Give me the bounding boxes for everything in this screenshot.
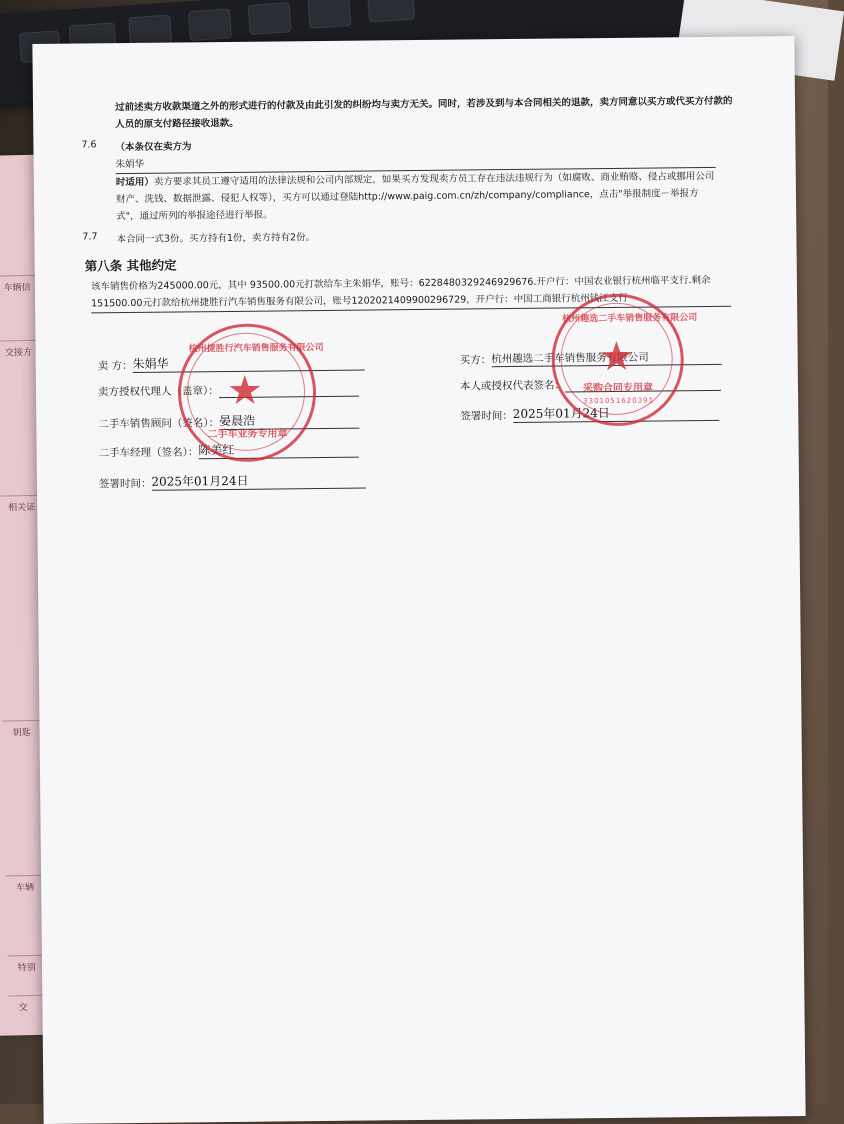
seal-company-text: 杭州趣选二手车销售服务有限公司: [562, 313, 698, 325]
pink-cell: 交接方: [0, 339, 65, 358]
buyer-company-seal: [551, 293, 698, 426]
intro-paragraph: 过前述卖方收款渠道之外的形式进行的付款及由此引发的纠纷均与卖方无关。同时，若涉及到与本合同相关的退款，卖方同意以买方或代买方付款的人员的原支付路径接收退款。: [114, 95, 733, 131]
keyboard-key: [307, 0, 351, 29]
pink-cell: 车辆信: [0, 274, 64, 293]
seal-star-icon: ★: [226, 367, 264, 414]
buyer-date-value: 2025年01月24日: [512, 405, 610, 422]
pink-cell: 钥匙: [3, 719, 73, 738]
manager-label: 二手车经理（签名）：: [98, 446, 199, 460]
seal-bottom-text: 采购合同专用章: [582, 382, 654, 395]
seller-date-label: 签署时间：: [98, 477, 152, 491]
seller-agent-label: 卖方授权代理人（盖章）：: [97, 385, 219, 399]
clause-heading-end: 时适用）: [115, 176, 154, 189]
seller-label: 卖 方：: [97, 359, 133, 373]
seal-bottom-text: 二手车业务专用章: [207, 428, 288, 441]
clause-number: 7.7: [82, 231, 98, 243]
keyboard-key: [248, 2, 292, 35]
buyer-value: 杭州趣选二手车销售服务有限公司: [491, 351, 649, 366]
seal-company-text: 杭州捷胜行汽车销售服务有限公司: [188, 342, 324, 355]
keyboard-key: [367, 0, 415, 23]
clause-7-6-text: 卖方要求其员工遵守适用的法律法规和公司内部规定，如果买方发现卖方员工存在违法违规行为（如腐败、商业贿赂、侵占或挪用公司财产、洗钱、数据泄露、侵犯人权等），买方可以通过登陆http://www.paig.com.cn/zh/company/compliance，点击"举报制度－举报方式"，通过所列的举报途径进行举报。: [115, 170, 715, 223]
filled-seller-name: 朱娟华: [116, 150, 716, 174]
pink-cell: 车辆: [6, 874, 76, 893]
section-8-title: 第八条 其他约定: [84, 257, 177, 274]
buyer-rep-label: 本人或授权代表签名：: [459, 379, 566, 393]
advisor-label: 二手车销售顾问（签名）：: [98, 417, 220, 431]
buyer-date-label: 签署时间：: [460, 410, 513, 423]
pink-cell: 相关证: [0, 494, 68, 513]
seller-value: 朱娟华: [132, 356, 169, 371]
seal-number: 3301051620391: [583, 396, 655, 406]
contract-page: [32, 36, 805, 1124]
clause-number: 7.6: [81, 139, 97, 151]
pink-cell: 特别: [8, 954, 78, 973]
seal-star-icon: ★: [598, 333, 635, 381]
section-8-text: 该车销售价格为245000.00元，其中 93500.00元打款给车主朱娟华，账号：6228480329246929676.开户行：中国农业银行杭州临平支行.剩余 151500.00元打款给杭州捷胜行汽车销售服务有限公司，账号1202021409900296729，开户行：中国工商银行杭州钱江支行: [91, 272, 731, 314]
clause-7-6-body: [116, 168, 721, 225]
advisor-signature: 晏晨浩: [219, 413, 256, 429]
contract-body: [81, 93, 741, 314]
clause-heading: （本条仅在卖方为: [115, 141, 192, 154]
seller-date-value: 2025年01月24日: [151, 473, 249, 489]
manager-signature: 陈美红: [198, 442, 235, 458]
keyboard-key: [188, 8, 232, 41]
buyer-label: 买方：: [459, 354, 492, 367]
clause-7-6: [81, 133, 740, 226]
pink-cell: 交: [8, 994, 78, 1013]
seller-date-row: [99, 471, 366, 492]
clause-7-7-text: 本合同一式3份。买方持有1份，卖方持有2份。: [116, 232, 316, 246]
seller-company-seal: [177, 323, 324, 462]
clause-7-7: [82, 225, 740, 249]
